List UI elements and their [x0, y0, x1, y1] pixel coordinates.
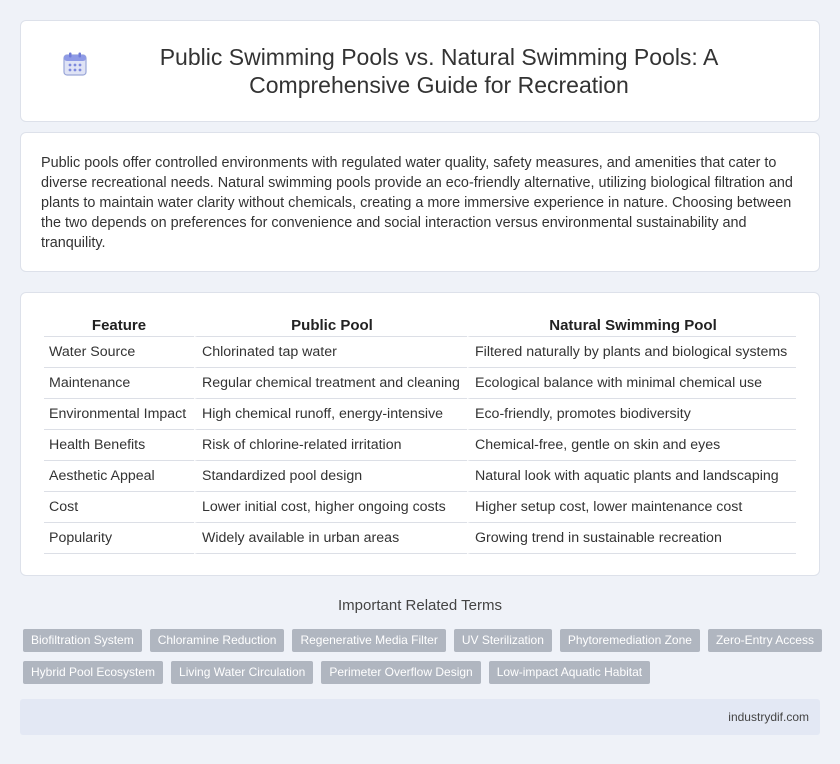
term-tag[interactable]: Low-impact Aquatic Habitat [489, 661, 650, 684]
cell-natural: Filtered naturally by plants and biological systems [467, 337, 796, 368]
table-row [44, 430, 796, 461]
comparison-table-card [20, 292, 820, 576]
term-tag[interactable]: UV Sterilization [454, 629, 552, 652]
cell-natural: Growing trend in sustainable recreation [467, 523, 796, 554]
footer [20, 699, 820, 735]
cell-public: Standardized pool design [194, 461, 467, 492]
cell-public: Chlorinated tap water [194, 337, 467, 368]
term-tag[interactable]: Regenerative Media Filter [292, 629, 445, 652]
table-header-row [44, 313, 796, 337]
cell-public: High chemical runoff, energy-intensive [194, 399, 467, 430]
footer-site-link[interactable]: industrydif.com [728, 710, 809, 724]
term-tag[interactable]: Zero-Entry Access [708, 629, 822, 652]
cell-feature: Water Source [44, 337, 194, 368]
header-feature: Feature [44, 313, 194, 337]
table-row [44, 368, 796, 399]
term-tag[interactable]: Living Water Circulation [171, 661, 313, 684]
cell-natural: Higher setup cost, lower maintenance cost [467, 492, 796, 523]
cell-public: Regular chemical treatment and cleaning [194, 368, 467, 399]
intro-paragraph: Public pools offer controlled environments with regulated water quality, safety measures, and amenities that cater to diverse recreational needs. Natural swimming pools provide an eco-friendly alternative, utilizing biological filtration and plants to maintain water clarity without chemicals, creating a more immersive experience in nature. Choosing between the two depends on preferences for convenience and social interaction versus environmental sustainability and tranquility. [41, 155, 793, 251]
title-card [20, 20, 820, 122]
header-public-pool: Public Pool [194, 313, 467, 337]
related-terms-list [23, 629, 823, 684]
term-tag[interactable]: Perimeter Overflow Design [321, 661, 480, 684]
cell-public: Lower initial cost, higher ongoing costs [194, 492, 467, 523]
cell-feature: Cost [44, 492, 194, 523]
term-tag[interactable]: Chloramine Reduction [150, 629, 285, 652]
cell-feature: Popularity [44, 523, 194, 554]
table-row [44, 399, 796, 430]
intro-card [20, 132, 820, 272]
comparison-table [44, 313, 796, 554]
related-terms-heading: Important Related Terms [338, 597, 502, 614]
table-row [44, 492, 796, 523]
cell-feature: Maintenance [44, 368, 194, 399]
cell-feature: Health Benefits [44, 430, 194, 461]
term-tag[interactable]: Hybrid Pool Ecosystem [23, 661, 163, 684]
table-row [44, 523, 796, 554]
table-row [44, 461, 796, 492]
cell-natural: Ecological balance with minimal chemical use [467, 368, 796, 399]
table-row [44, 337, 796, 368]
header-natural-pool: Natural Swimming Pool [467, 313, 796, 337]
cell-natural: Eco-friendly, promotes biodiversity [467, 399, 796, 430]
page-title: Public Swimming Pools vs. Natural Swimming Pools: A Comprehensive Guide for Recreation [159, 44, 719, 98]
cell-feature: Aesthetic Appeal [44, 461, 194, 492]
cell-public: Risk of chlorine-related irritation [194, 430, 467, 461]
cell-public: Widely available in urban areas [194, 523, 467, 554]
calendar-icon [61, 50, 89, 78]
cell-feature: Environmental Impact [44, 399, 194, 430]
cell-natural: Natural look with aquatic plants and landscaping [467, 461, 796, 492]
cell-natural: Chemical-free, gentle on skin and eyes [467, 430, 796, 461]
term-tag[interactable]: Phytoremediation Zone [560, 629, 700, 652]
term-tag[interactable]: Biofiltration System [23, 629, 142, 652]
